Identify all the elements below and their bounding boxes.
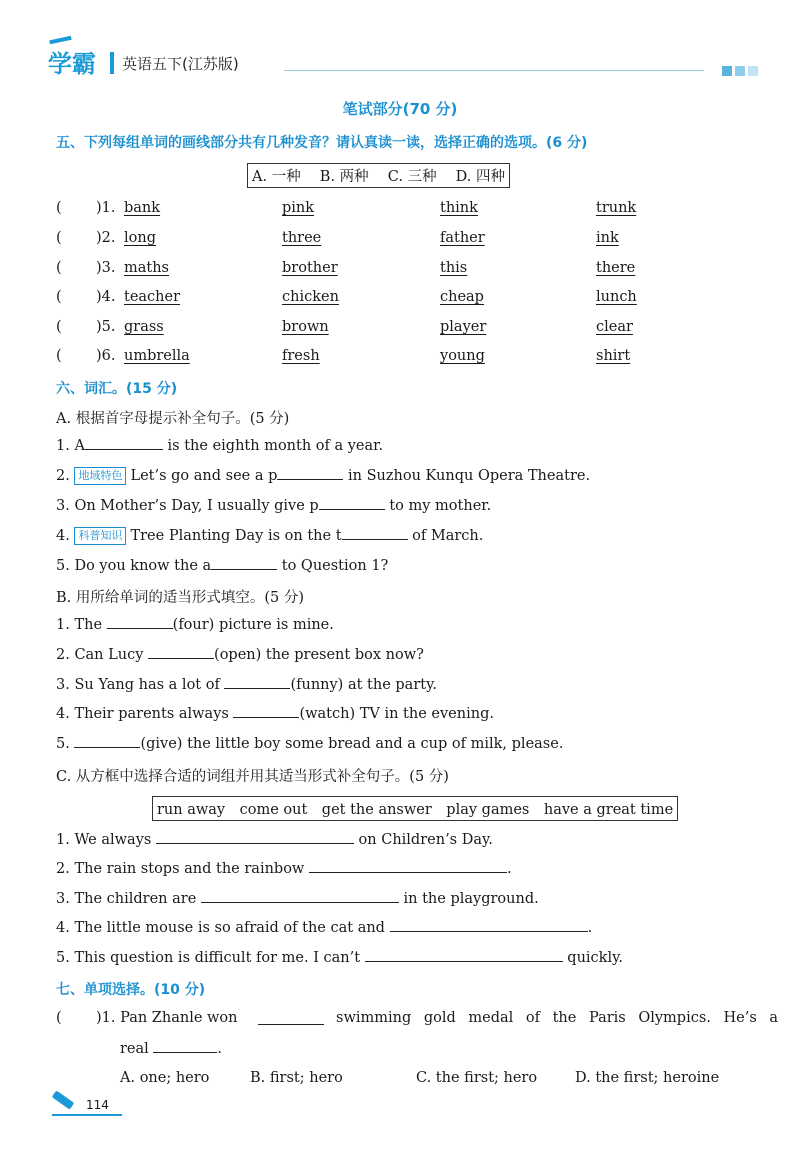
word-item: father [440,230,485,246]
question-6b-4: 4. Their parents always (watch) TV in the evening. [56,706,494,722]
part6-c-phrase-box: run away come out get the answer play games have a great time [152,796,678,821]
science-knowledge-tag: 科普知识 [74,527,126,545]
answer-blank[interactable] [153,1040,217,1053]
answer-paren[interactable]: ( [56,319,62,335]
word-item: brother [282,260,338,276]
word-item: chicken [282,289,339,305]
question-6b-5: 5. (give) the little boy some bread and a cup of milk, please. [56,736,564,752]
word-item: grass [124,319,164,335]
part5-options-box: A. 一种 B. 两种 C. 三种 D. 四种 [247,163,510,188]
option-c[interactable]: C. the first; hero [416,1070,538,1086]
word-item: this [440,260,468,276]
section-title: 笔试部分(70 分) [342,100,458,118]
option-d[interactable]: D. the first; heroine [575,1070,720,1086]
question-6a-5: 5. Do you know the a to Question 1? [56,558,389,574]
word-item: young [440,348,485,364]
footer-rule [52,1114,122,1116]
word-item: trunk [596,200,637,216]
answer-blank[interactable] [365,949,563,962]
part6-b-title: B. 用所给单词的适当形式填空。(5 分) [56,590,305,606]
answer-blank[interactable] [148,646,214,659]
word-item: shirt [596,348,631,364]
question-6b-2: 2. Can Lucy (open) the present box now? [56,647,424,663]
word-item: fresh [282,348,320,364]
word-item: player [440,319,487,335]
word-item: think [440,200,478,216]
question-6c-5: 5. This question is difficult for me. I can’t quickly. [56,950,623,966]
word-item: there [596,260,636,276]
word-item: teacher [124,289,181,305]
answer-blank[interactable] [74,735,140,748]
question-7-1-cont: real . [120,1041,223,1057]
answer-blank[interactable] [156,831,354,844]
book-title: 英语五下(江苏版) [122,55,239,73]
answer-blank[interactable] [85,437,163,450]
option-b[interactable]: B. first; hero [250,1070,343,1086]
word-item: long [124,230,156,246]
part6-a-title: A. 根据首字母提示补全句子。(5 分) [56,411,290,427]
header-rule [284,70,704,71]
question-6a-2: 2. 地域特色 Let’s go and see a p in Suzhou Kunqu Opera Theatre. [56,468,591,484]
word-item: ink [596,230,619,246]
question-6b-3: 3. Su Yang has a lot of (funny) at the party. [56,677,437,693]
answer-blank[interactable] [342,527,408,540]
answer-blank[interactable] [233,705,299,718]
question-6c-4: 4. The little mouse is so afraid of the cat and . [56,920,593,936]
option-a[interactable]: A. one; hero [120,1070,210,1086]
word-item: pink [282,200,315,216]
header-decoration [719,64,758,80]
answer-blank[interactable] [309,860,507,873]
question-6c-3: 3. The children are in the playground. [56,891,539,907]
question-number: )1. [96,200,116,216]
question-6a-1: 1. A is the eighth month of a year. [56,438,384,454]
question-number: )3. [96,260,116,276]
word-item: brown [282,319,329,335]
word-item: lunch [596,289,637,305]
question-number: )4. [96,289,116,305]
answer-blank[interactable] [224,676,290,689]
word-item: clear [596,319,633,335]
question-number: )6. [96,348,116,364]
answer-paren[interactable]: ( [56,289,62,305]
word-item: maths [124,260,170,276]
header-divider [110,52,114,74]
answer-paren[interactable]: ( [56,1010,62,1026]
answer-paren[interactable]: ( [56,230,62,246]
page-footer [52,1094,122,1118]
word-item: cheap [440,289,484,305]
question-6b-1: 1. The (four) picture is mine. [56,617,334,633]
answer-paren[interactable]: ( [56,200,62,216]
question-6a-4: 4. 科普知识 Tree Planting Day is on the t of March. [56,528,484,544]
part5-heading: 五、下列每组单词的画线部分共有几种发音？请认真读一读，选择正确的选项。(6 分) [56,135,588,151]
brand-logo: 学霸 [48,50,96,78]
question-6c-2: 2. The rain stops and the rainbow . [56,861,512,877]
page-header [48,44,764,80]
answer-blank[interactable] [277,467,343,480]
word-item: bank [124,200,161,216]
part6-heading: 六、词汇。(15 分) [56,381,178,397]
answer-blank[interactable] [319,497,385,510]
question-number: )2. [96,230,116,246]
answer-paren[interactable]: ( [56,348,62,364]
answer-blank[interactable] [258,1012,324,1025]
part6-c-title: C. 从方框中选择合适的词组并用其适当形式补全句子。(5 分) [56,769,449,785]
answer-blank[interactable] [201,890,399,903]
part7-heading: 七、单项选择。(10 分) [56,982,206,998]
question-6a-3: 3. On Mother’s Day, I usually give p to my mother. [56,498,492,514]
answer-blank[interactable] [107,616,173,629]
word-item: umbrella [124,348,190,364]
page-number: 114 [86,1098,109,1112]
question-6c-1: 1. We always on Children’s Day. [56,832,493,848]
answer-blank[interactable] [390,919,588,932]
pencil-icon [52,1090,75,1109]
question-7-1: ( )1. Pan Zhanle won swimming gold medal of the Paris Olympics. He’s a [56,1010,779,1026]
answer-paren[interactable]: ( [56,260,62,276]
question-number: )5. [96,319,116,335]
word-item: three [282,230,322,246]
regional-feature-tag: 地域特色 [74,467,126,485]
answer-blank[interactable] [211,557,277,570]
